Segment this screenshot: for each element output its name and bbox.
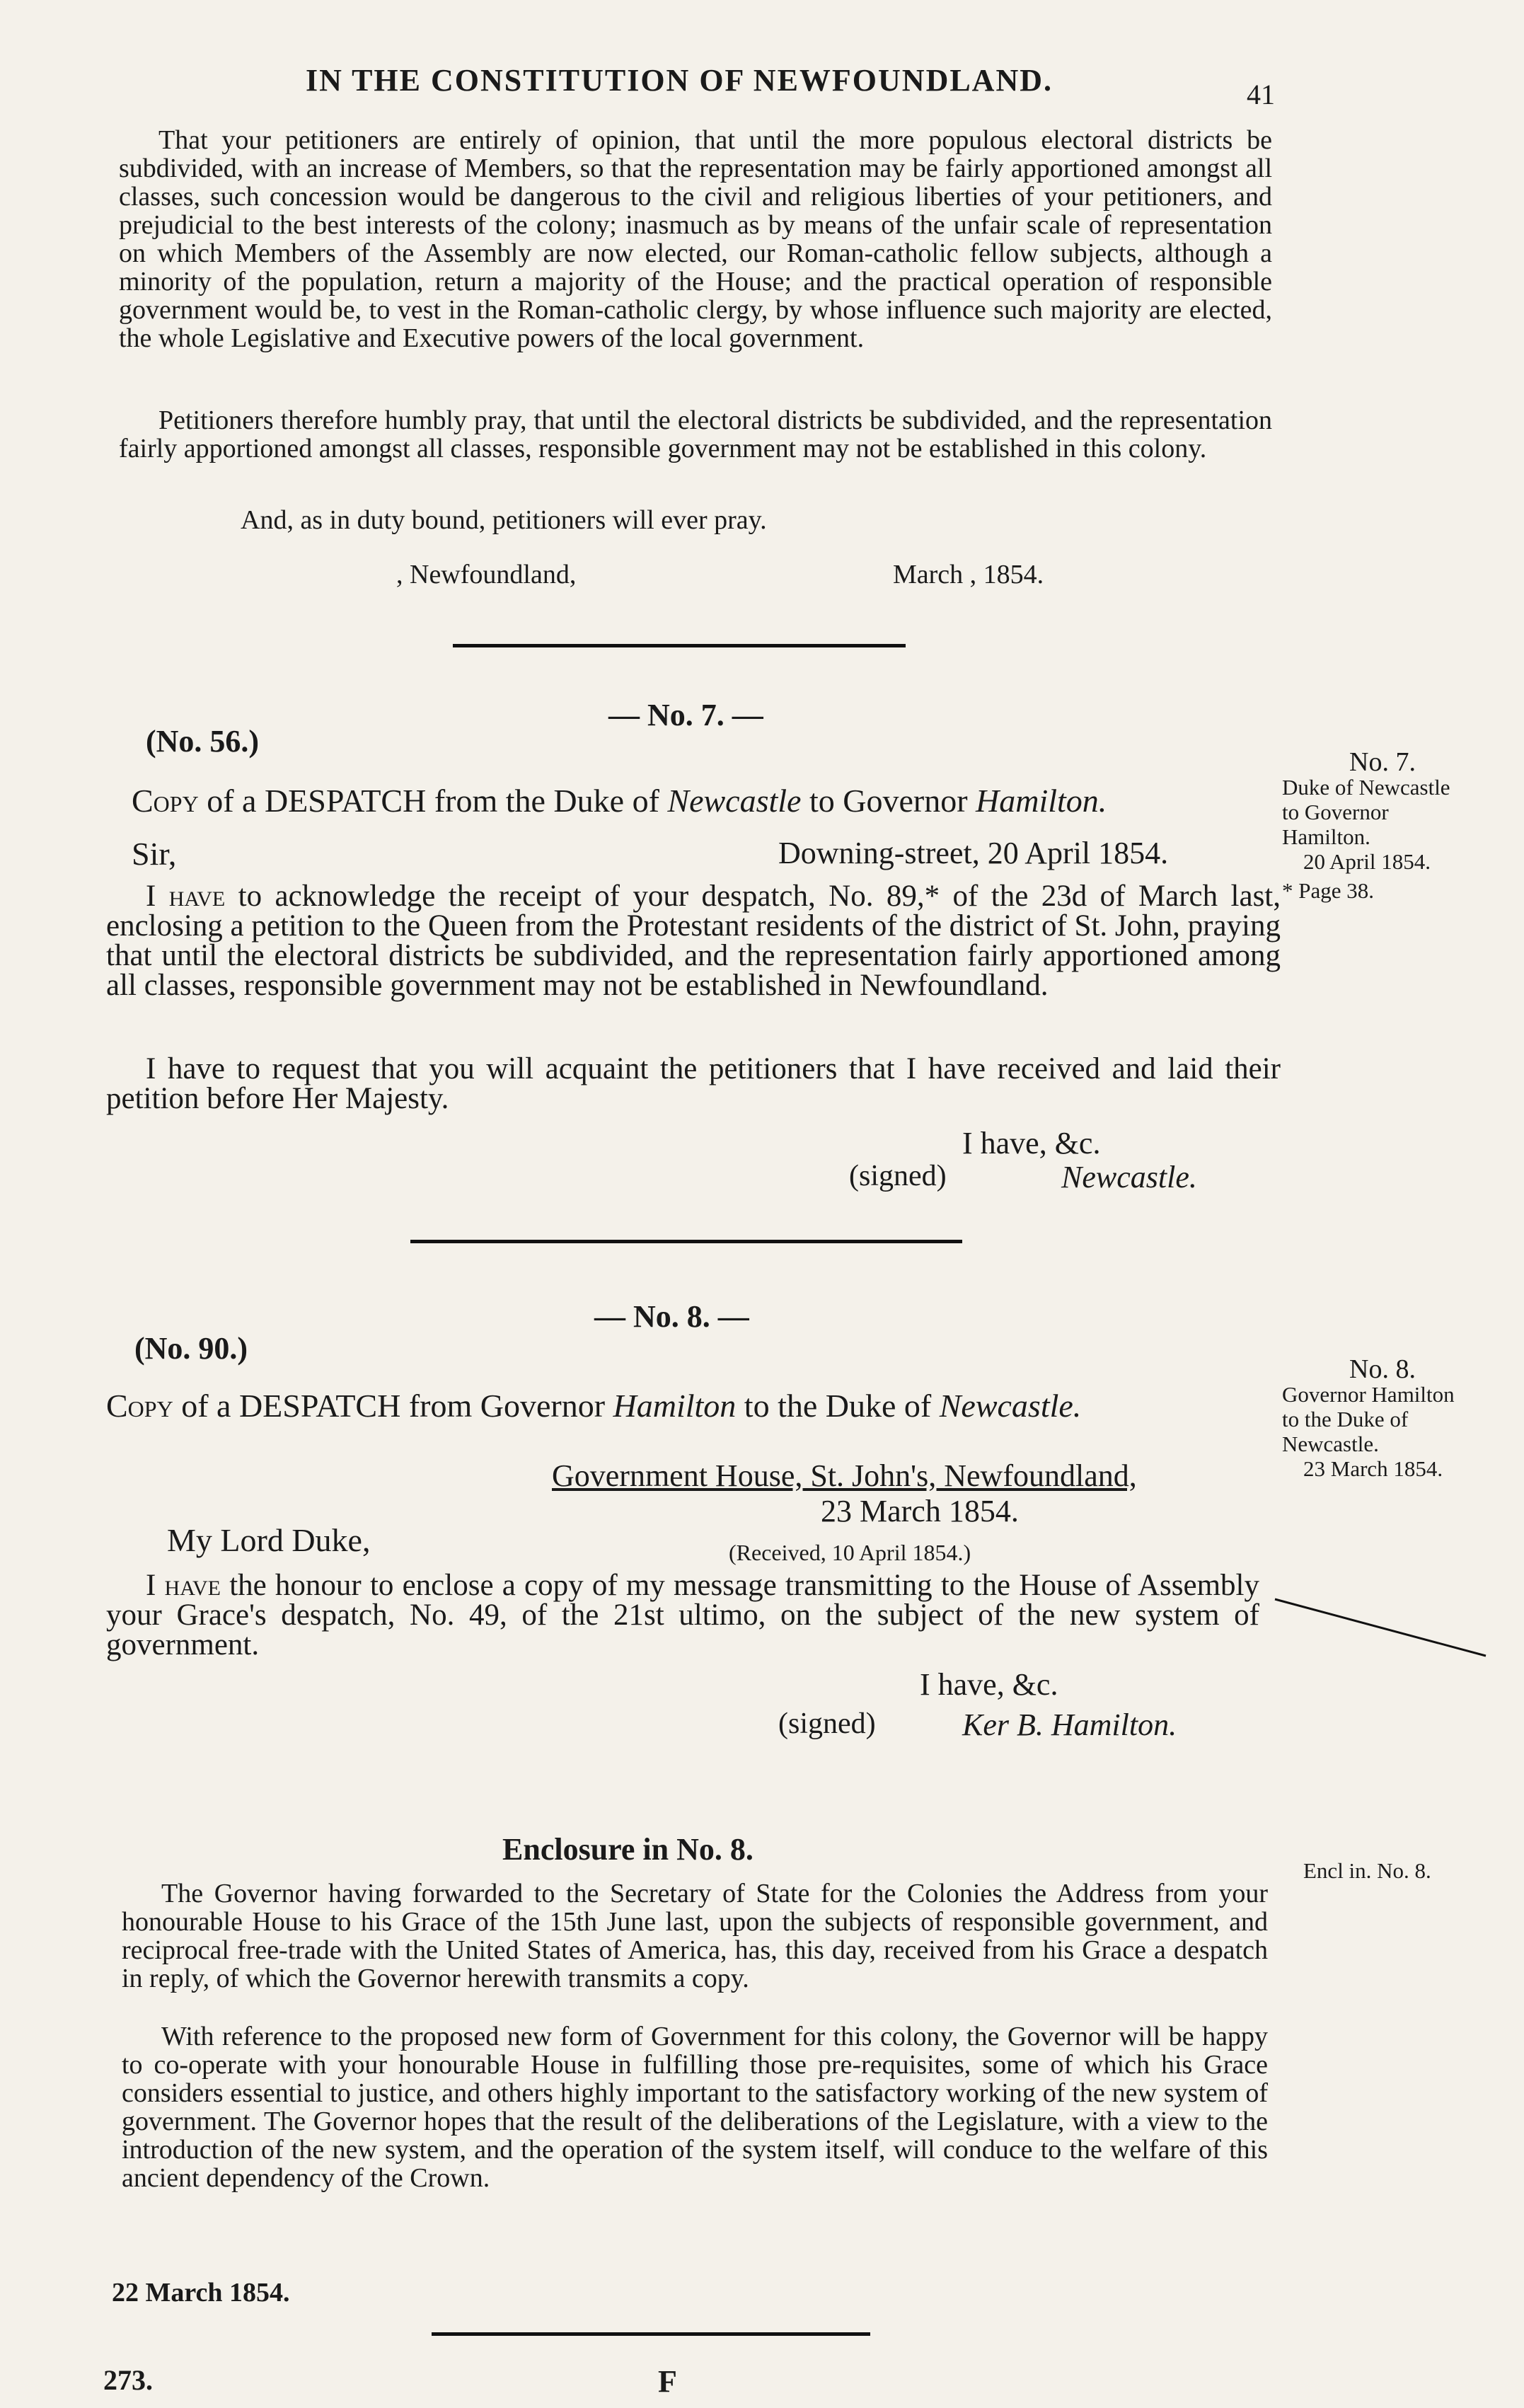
- salutation: My Lord Duke,: [167, 1522, 371, 1558]
- section-heading-no7: — No. 7. —: [608, 698, 763, 732]
- place-date-line-1: Government House, St. John's, Newfoundland,: [552, 1458, 1137, 1493]
- enclosure-paragraph-1: The Governor having forwarded to the Secretary of State for the Colonies the Address from your honourable House to his Grace of the 15th June last, upon the subjects of responsible government, and reciprocal free-trade with the United States of America, has, this day, received from his Grace a despatch in reply, of which the Governor herewith transmits a copy.: [122, 1879, 1268, 1993]
- title-sender: Hamilton: [613, 1388, 737, 1424]
- petition-closing: And, as in duty bound, petitioners will ever pray.: [241, 505, 767, 535]
- lead-words: I have: [146, 880, 226, 913]
- signed-label: (signed): [778, 1707, 876, 1740]
- section-heading-no8: — No. 8. —: [594, 1299, 749, 1334]
- margin-note-no7: [1282, 747, 1516, 903]
- despatch-title-no7: [132, 782, 1107, 819]
- section-rule: [453, 644, 906, 647]
- margin-note-enclosure: Encl in. No. 8.: [1303, 1858, 1431, 1883]
- running-header: IN THE CONSTITUTION OF NEWFOUNDLAND.: [305, 63, 1053, 98]
- margin-line: to the Duke of: [1282, 1407, 1409, 1431]
- title-recipient: Hamilton.: [976, 783, 1107, 819]
- title-text: of a DESPATCH from the Duke of: [198, 783, 668, 819]
- signature: Newcastle.: [1061, 1160, 1197, 1194]
- sign-phrase: I have, &c.: [962, 1126, 1101, 1160]
- margin-line: 23 March 1854.: [1303, 1456, 1443, 1481]
- signature: Ker B. Hamilton.: [962, 1707, 1177, 1742]
- place-date: Downing-street, 20 April 1854.: [778, 836, 1169, 870]
- margin-pointer-line: [1274, 1585, 1500, 1670]
- margin-line: Newcastle.: [1282, 1431, 1379, 1456]
- lead-words: I have: [146, 1569, 221, 1602]
- enclosure-paragraph-2: With reference to the proposed new form of Government for this colony, the Governor will be happy to co-operate with your honourable House in fulfilling those pre-requisites, some of which his Grace considers essential to justice, and others highly important to the satisfactory working of the new system of government. The Governor hopes that the result of the deliberations of the Legislature, with a view to the introduction of the new system, and the operation of the system itself, will conduce to the welfare of this ancient dependency of the Crown.: [122, 2022, 1268, 2193]
- margin-line: Hamilton.: [1282, 824, 1370, 849]
- title-text: to Governor: [801, 783, 976, 819]
- title-sender: Newcastle: [667, 783, 802, 819]
- margin-line: to Governor: [1282, 800, 1389, 824]
- despatch-body-no7-p2: I have to request that you will acquaint the petitioners that I have received and laid their petition before Her Majesty.: [106, 1052, 1281, 1115]
- petition-paragraph-2: Petitioners therefore humbly pray, that until the electoral districts be subdivided, and the representation fairly apportioned amongst all classes, responsible government may not be established in this colony.: [119, 405, 1272, 463]
- despatch-reference-no90: (No. 90.): [134, 1331, 248, 1366]
- enclosure-heading: Enclosure in No. 8.: [502, 1832, 754, 1867]
- received-note: (Received, 10 April 1854.): [729, 1540, 971, 1565]
- petition-date: March , 1854.: [893, 560, 1044, 589]
- place-date-line-2: 23 March 1854.: [821, 1494, 1019, 1528]
- despatch-body-no8: [106, 1571, 1259, 1660]
- title-text: to the Duke of: [736, 1388, 940, 1424]
- despatch-body-no7-p1: [106, 882, 1281, 1001]
- copy-label: Copy: [132, 783, 199, 819]
- paragraph-text: the honour to enclose a copy of my message transmitting to the House of Assembly your Grace's despatch, No. 49, of the 21st ultimo, on the subject of the new system of government.: [106, 1569, 1259, 1661]
- signature-mark: F: [658, 2364, 677, 2399]
- title-text: of a DESPATCH from Governor: [173, 1388, 613, 1424]
- petition-place: , Newfoundland,: [396, 560, 577, 589]
- margin-line: Governor Hamilton: [1282, 1382, 1455, 1407]
- margin-footnote: * Page 38.: [1282, 878, 1375, 903]
- margin-note-no8: [1282, 1354, 1516, 1481]
- margin-number: No. 7.: [1349, 747, 1416, 777]
- signed-label: (signed): [849, 1160, 947, 1192]
- enclosure-date: 22 March 1854.: [112, 2278, 290, 2308]
- title-recipient: Newcastle.: [939, 1388, 1082, 1424]
- page-number: 41: [1247, 79, 1275, 110]
- margin-line: 20 April 1854.: [1303, 849, 1431, 874]
- salutation: Sir,: [132, 836, 177, 872]
- petition-paragraph-1: That your petitioners are entirely of opinion, that until the more populous electoral districts be subdivided, with an increase of Members, so that the representation may be fairly apportioned amongst all classes, such concession would be dangerous to the civil and religious liberties of your petitioners, and prejudicial to the best interests of the colony; inasmuch as by means of the unfair scale of representation on which Members of the Assembly are now elected, our Roman-catholic fellow subjects, although a minority of the population, return a majority of the House; and the practical operation of responsible government would be, to vest in the Roman-catholic clergy, by whose influence such majority are elected, the whole Legislative and Executive powers of the local government.: [119, 125, 1272, 353]
- despatch-title-no8: [106, 1387, 1081, 1424]
- copy-label: Copy: [106, 1388, 173, 1424]
- margin-number: No. 8.: [1349, 1354, 1416, 1384]
- despatch-reference-no56: (No. 56.): [146, 724, 260, 759]
- footer-rule: [432, 2332, 870, 2336]
- footer-number: 273.: [103, 2364, 153, 2396]
- paragraph-text: to acknowledge the receipt of your despatch, No. 89,* of the 23d of March last, enclosing a petition to the Queen from the Protestant residents of the district of St. John, praying that until the electoral districts be subdivided, and the representation fairly apportioned among all classes, responsible government may not be established in Newfoundland.: [106, 880, 1281, 1002]
- sign-phrase: I have, &c.: [920, 1667, 1058, 1702]
- section-rule: [410, 1240, 962, 1243]
- margin-line: Duke of Newcastle: [1282, 775, 1450, 800]
